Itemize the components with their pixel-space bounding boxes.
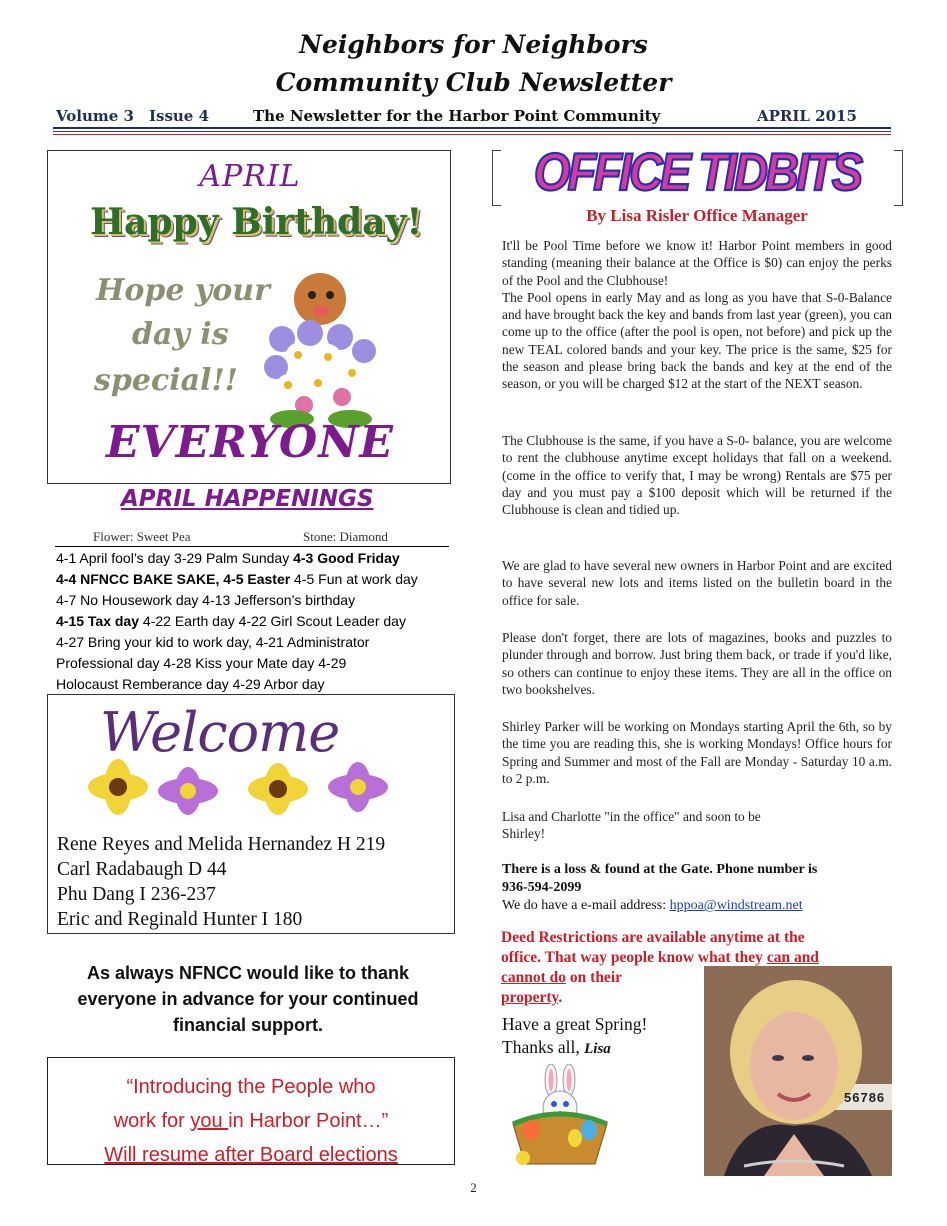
closing-thanks xyxy=(502,1036,647,1061)
birthday-wish-3: special!! xyxy=(94,363,238,398)
thanks-line: everyone in advance for your continued xyxy=(77,989,419,1009)
tidbits-p2: The Pool opens in early May and as long as you have that S-0-Balance and have brought back the key and bands from last year (green), you can come up to the office (after the pool is open, not before) and pick up the new TEAL colored bands and your key. The price is the same, $25 for the season and please bring back the bands and key at the end of the season, or you will be charged $12 at the start of the NEXT season. xyxy=(502,289,892,392)
happenings-line xyxy=(56,569,451,590)
happenings-segment: 4-4 NFNCC BAKE SAKE, 4-5 Easter xyxy=(56,571,291,587)
welcome-name: Rene Reyes and Melida Hernandez H 219 xyxy=(57,834,386,855)
happenings-line xyxy=(56,590,451,611)
tidbits-p4: We are glad to have several new owners in Harbor Point and are excited to have several new lots and items listed on the bulletin board in the office for sale. xyxy=(502,558,892,608)
welcome-name: Eric and Reginald Hunter I 180 xyxy=(57,909,303,930)
header-rule-thin xyxy=(53,131,891,132)
happenings-line xyxy=(56,548,451,569)
welcome-banner: Welcome xyxy=(100,701,340,764)
introducing-line2-start: work for xyxy=(113,1110,191,1132)
deed-property: property xyxy=(501,989,559,1006)
happenings-line xyxy=(56,653,451,674)
easter-bunny-icon xyxy=(503,1064,611,1168)
lisa-photo xyxy=(704,966,892,1176)
portrait-image xyxy=(704,966,892,1176)
happenings-segment: 4-3 Good Friday xyxy=(293,550,400,566)
introducing-line1: “Introducing the People who xyxy=(126,1076,376,1098)
happenings-list xyxy=(56,548,451,695)
email-line xyxy=(502,897,897,915)
tidbits-p7-line2: Shirley! xyxy=(502,826,546,842)
thanks-line: financial support. xyxy=(172,1015,323,1035)
thanks-line: As always NFNCC would like to thank xyxy=(86,963,410,983)
tidbits-p5: Please don't forget, there are lots of magazines, books and puzzles to plunder through and borrow. Just bring them back, or trade if you'd like, so others can continue to enjoy these items. They are all in the office on two bookshelves. xyxy=(502,630,892,697)
tidbits-byline: By Lisa Risler Office Manager xyxy=(586,206,808,225)
deed-period: . xyxy=(558,989,563,1006)
happenings-rule xyxy=(55,546,449,547)
thanks-message xyxy=(47,960,449,1038)
email-link[interactable]: hppoa@windstream.net xyxy=(669,898,803,913)
happenings-title: APRIL HAPPENINGS xyxy=(121,486,374,512)
happenings-segment: 4-7 No Housework day 4-13 Jefferson’s birthday xyxy=(56,592,356,608)
happenings-segment: 4-15 Tax day xyxy=(56,613,140,629)
happenings-segment: Holocaust Remberance day 4-29 Arbor day xyxy=(56,676,325,692)
introducing-you: you xyxy=(190,1110,229,1132)
introducing-line2-end: in Harbor Point…” xyxy=(228,1110,389,1132)
happenings-line xyxy=(56,611,451,632)
tagline: The Newsletter for the Harbor Point Community xyxy=(253,107,661,125)
happenings-line xyxy=(56,674,451,695)
closing-thanks-text: Thanks all, xyxy=(502,1037,585,1057)
tidbits-p7 xyxy=(502,808,892,843)
tidbits-p3: The Clubhouse is the same, if you have a S-0- balance, you are welcome to rent the clubhouse anytime except holidays that fall on a weekend. (come in the office to verify that, I may be wrong) Rentals are $75 per day and you must pay a $100 deposit which will be returned if the Clubhouse is clean and tidied up. xyxy=(502,433,892,518)
happenings-segment: 4-1 April fool’s day 3-29 Palm Sunday xyxy=(56,550,294,566)
contact-info xyxy=(502,861,897,915)
welcome-name: Phu Dang I 236-237 xyxy=(57,884,216,905)
birthday-greeting: Happy Birthday! xyxy=(90,201,423,243)
masthead-title-line1: Neighbors for Neighbors xyxy=(299,30,648,59)
tidbits-p6: Shirley Parker will be working on Mondays starting April the 6th, so by the time you are reading this, she is working Mondays! Office hours for Spring and Summer and most of the Fall are Monday - Saturday 10 a.m. to 2 p.m. xyxy=(502,719,892,786)
email-label: We do have a e-mail address: xyxy=(502,898,670,913)
phone-number: 936-594-2099 xyxy=(502,880,582,895)
introducing-line2 xyxy=(48,1104,454,1138)
happenings-segment: 4-27 Bring your kid to work day, 4-21 Administrator xyxy=(56,634,370,650)
daisy-flowers-icon xyxy=(78,757,408,817)
happenings-segment: 4-5 Fun at work day xyxy=(290,571,418,587)
birthday-everyone: EVERYONE xyxy=(106,417,394,468)
introducing-line3: Will resume after Board elections xyxy=(104,1144,398,1166)
birth-flower: Flower: Sweet Pea xyxy=(93,529,191,544)
flower-bouquet-icon xyxy=(252,259,382,429)
welcome-box xyxy=(47,694,455,934)
happenings-line xyxy=(56,632,451,653)
birthday-month: APRIL xyxy=(199,159,301,194)
signature: Lisa xyxy=(584,1041,611,1057)
birthday-wish-1: Hope your xyxy=(96,273,270,308)
header-rule xyxy=(53,127,891,129)
deed-line3-end: on their xyxy=(566,969,622,986)
issue-date: APRIL 2015 xyxy=(757,107,857,125)
tidbits-paragraph xyxy=(502,237,892,393)
deed-line2 xyxy=(501,948,819,968)
introducing-box xyxy=(47,1057,455,1165)
tidbits-p1: It'll be Pool Time before we know it! Harbor Point members in good standing (meaning their balance at the Office is $0) can enjoy the perks of the Pool and the Clubhouse! xyxy=(502,238,892,288)
happenings-segment: Professional day 4-28 Kiss your Mate day 4-29 xyxy=(56,655,347,671)
masthead-title-line2: Community Club Newsletter xyxy=(275,68,672,97)
birthday-box xyxy=(47,150,451,484)
welcome-name-list xyxy=(57,832,385,932)
happenings-segment: 4-22 Earth day 4-22 Girl Scout Leader day xyxy=(139,613,406,629)
tidbits-title: OFFICE TIDBITS xyxy=(533,141,861,202)
lost-found: There is a loss & found at the Gate. Phone number is xyxy=(502,862,818,877)
tidbits-bracket-right xyxy=(894,150,903,206)
photo-sign: 56786 xyxy=(844,1090,886,1105)
welcome-name: Carl Radabaugh D 44 xyxy=(57,859,227,880)
birthday-wish-2: day is xyxy=(132,317,229,352)
volume-label: Volume 3 xyxy=(56,107,134,125)
issue-label: Issue 4 xyxy=(149,107,210,125)
deed-line2-start: office. That way people know what they xyxy=(501,949,767,966)
header-rule-red xyxy=(53,134,891,135)
deed-line1: Deed Restrictions are available anytime at the xyxy=(501,929,805,946)
deed-cannot: cannot do xyxy=(501,969,567,986)
birth-stone: Stone: Diamond xyxy=(303,529,388,544)
deed-can: can and xyxy=(766,949,819,966)
closing-spring: Have a great Spring! xyxy=(502,1014,648,1034)
page-number: 2 xyxy=(470,1180,477,1195)
closing xyxy=(502,1013,647,1061)
tidbits-p7-line1: Lisa and Charlotte "in the office" and soon to be xyxy=(502,809,761,824)
